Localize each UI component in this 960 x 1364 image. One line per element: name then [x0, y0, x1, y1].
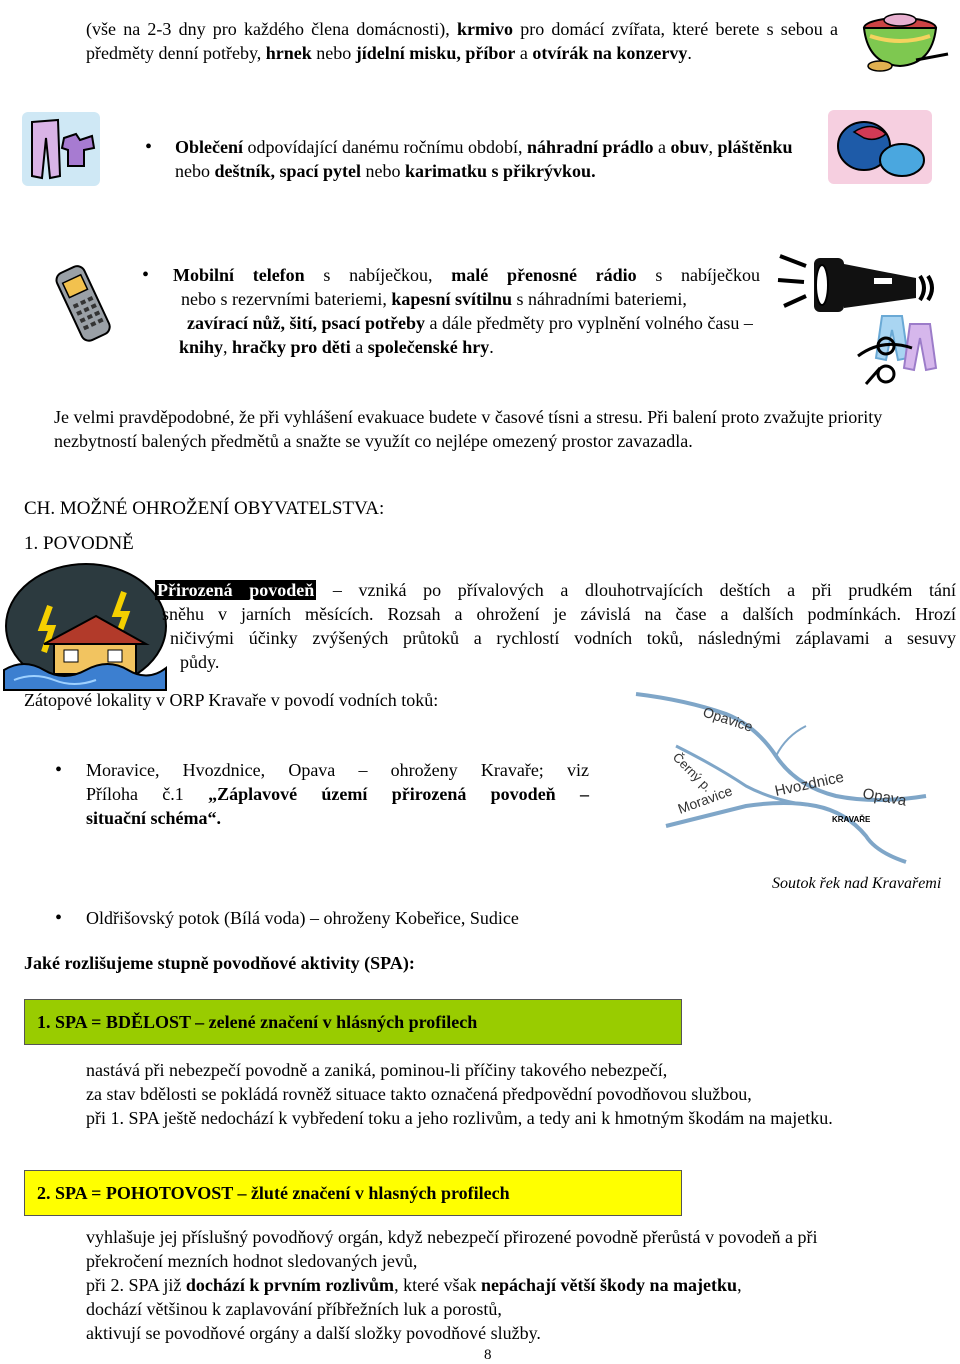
spa2-title-box — [24, 1170, 682, 1216]
map-label-opava: Opava — [861, 785, 908, 810]
map-label-moravice: Moravice — [675, 782, 735, 817]
bowl-icon — [856, 2, 952, 78]
flashlight-icon — [778, 250, 936, 320]
river-map — [606, 686, 936, 866]
flood-zones-heading: Zátopové lokality v ORP Kravaře v povodí vodních toků: — [24, 690, 439, 710]
spa2-title: 2. SPA = POHOTOVOST – žluté značení v hlasných profilech — [37, 1183, 510, 1203]
bullet-dot: • — [145, 136, 153, 158]
map-label-opavice: Opavice — [701, 703, 755, 735]
bullet-dot: • — [142, 264, 150, 286]
clothing-bullet-text: Oblečení odpovídající danému ročnímu období, náhradní prádlo a obuv, pláštěnku nebo deštník, spací pytel nebo karimatku s přikrývkou. — [175, 137, 793, 181]
zone-1-line-3: situační schéma“. — [86, 808, 221, 828]
spa1-line-2: za stav bdělosti se pokládá rovněž situace takto označená předpovědní povodňovou službou, — [86, 1084, 752, 1104]
bullet-dot: • — [55, 907, 63, 929]
sleeping-bag-icon — [828, 110, 932, 184]
spa-heading: Jaké rozlišujeme stupně povodňové aktivity (SPA): — [24, 953, 415, 973]
subsection-title: 1. POVODNĚ — [24, 533, 134, 554]
flood-term: Přirozená povodeň — [157, 580, 315, 600]
mobile-line-3: zavírací nůž, šití, psací potřeby a dále předměty pro vyplnění volného času – — [187, 313, 753, 333]
spa2-line-5: aktivují se povodňové orgány a další složky povodňové služby. — [86, 1323, 541, 1343]
flood-definition-line-4: půdy. — [180, 652, 220, 672]
spa2-line-4: dochází většinou k zaplavování příbřežních luk a porostů, — [86, 1299, 502, 1319]
flood-definition-line-3: ničivými účinky zvýšených průtoků a rychlostí vodních toků, následnými záplavami a sesuvy — [170, 628, 956, 648]
flood-definition-line-2: sněhu v jarních měsících. Rozsah a ohrožení je závislá na čase a dalších podmínkách. Hrozí — [162, 604, 956, 624]
spa1-line-3: při 1. SPA ještě nedochází k vybředení toku a jeho rozlivům, a tedy ani k hmotným škodám na majetku. — [86, 1108, 833, 1128]
spa2-line-3: při 2. SPA již dochází k prvním rozlivům, které však nepáchají větší škody na majetku, — [86, 1275, 742, 1295]
spa1-line-1: nastává při nebezpečí povodně a zaniká, pominou-li příčiny takového nebezpečí, — [86, 1060, 668, 1080]
section-title: CH. MOŽNÉ OHROŽENÍ OBYVATELSTVA: — [24, 498, 385, 519]
spa1-title-box — [24, 999, 682, 1045]
mobile-line-4: knihy, hračky pro děti a společenské hry. — [179, 337, 494, 357]
flooded-house-icon — [4, 562, 166, 690]
zone-1-line-2: Příloha č.1 „Záplavové území přirozená povodeň – — [86, 784, 589, 804]
map-label-kravare: KRAVAŘE — [832, 815, 871, 824]
flood-definition-line-1: Přirozená povodeň – vzniká po přívalových a dlouhotrvajících deštích a při prudkém tání — [157, 580, 957, 600]
spa2-line-1: vyhlašuje jej příslušný povodňový orgán, když nebezpečí přirozené povodně přerůstá v povodeň a při — [86, 1227, 818, 1247]
mobile-phone-icon — [54, 262, 114, 344]
map-label-hvozdnice: Hvozdnice — [773, 768, 846, 800]
spa1-title: 1. SPA = BDĚLOST – zelené značení v hlásných profilech — [37, 1012, 478, 1032]
map-caption: Soutok řek nad Kravařemi — [772, 875, 942, 892]
evacuation-note: Je velmi pravděpodobné, že při vyhlášení evakuace budete v časové tísni a stresu. Při balení proto zvažujte priority nezbytností balených předmětů a snažte se využít co nejlépe omezený prostor zavazadla. — [54, 407, 883, 451]
mobile-line-1: Mobilní telefon s nabíječkou, malé přenosné rádio s nabíječkou — [173, 265, 761, 285]
mobile-line-2: nebo s rezervními bateriemi, kapesní svítilnu s náhradními bateriemi, — [181, 289, 687, 309]
page-number: 8 — [484, 1347, 492, 1363]
clothes-icon — [22, 112, 100, 186]
sewing-icon — [852, 312, 944, 386]
map-label-cerny-potok: Černý p. — [669, 749, 716, 795]
intro-paragraph: (vše na 2-3 dny pro každého člena domácnosti), krmivo pro domácí zvířata, které berete s sebou a předměty denní potřeby, hrnek nebo jídelní misku, příbor a otvírák na konzervy. — [86, 19, 838, 63]
bullet-dot: • — [55, 759, 63, 781]
zone-1-line-1: Moravice, Hvozdnice, Opava – ohroženy Kravaře; viz — [86, 760, 589, 780]
zone-2-text: Oldřišovský potok (Bílá voda) – ohroženy Kobeřice, Sudice — [86, 908, 519, 928]
spa2-line-2: překročení mezních hodnot sledovaných jevů, — [86, 1251, 418, 1271]
